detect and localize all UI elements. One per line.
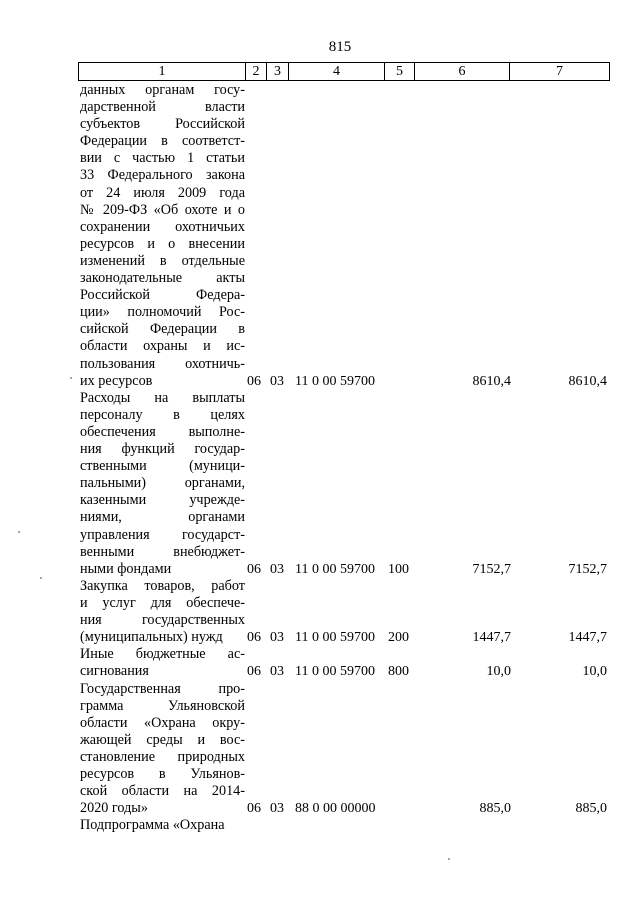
page-number: 815 [328, 39, 352, 55]
description-line: ными фондами [80, 560, 172, 577]
cell-c2: 06 [247, 801, 261, 817]
header-col-5: 5 [385, 62, 415, 81]
cell-c4: 11 0 00 59700 [295, 373, 375, 389]
header-col-6: 6 [415, 62, 510, 81]
row-description [80, 817, 245, 834]
cell-c5: 100 [388, 561, 409, 577]
description-line: 2020 годы» [80, 800, 148, 817]
cell-c3: 03 [270, 630, 284, 646]
cell-c4: 11 0 00 59700 [295, 630, 375, 646]
description-line: Подпрограмма «Охрана [80, 817, 225, 834]
cell-c7: 885,0 [575, 801, 607, 817]
description-line: ции» полномочий Рос- [80, 304, 245, 321]
description-line: обеспечения выполне- [80, 423, 245, 440]
description-line: сийской Федерации в [80, 321, 245, 338]
cell-c5: 800 [388, 664, 409, 680]
cell-c2: 06 [247, 561, 261, 577]
header-col-7: 7 [510, 62, 610, 81]
description-line: Федерации в соответст- [80, 133, 245, 150]
description-line: ния государственных [80, 612, 245, 629]
description-line: Закупка товаров, работ [80, 577, 245, 594]
description-line: Государственная про- [80, 680, 245, 697]
cell-c6: 885,0 [479, 801, 511, 817]
scan-speck [70, 377, 72, 379]
row-description [80, 82, 245, 390]
description-line: казенными учрежде- [80, 492, 245, 509]
description-line: сохранении охотничьих [80, 218, 245, 235]
description-line: дарственной власти [80, 99, 245, 116]
description-line: персоналу в целях [80, 406, 245, 423]
header-col-1: 1 [78, 62, 246, 81]
description-line: ниями, органами [80, 509, 245, 526]
cell-c7: 10,0 [582, 664, 607, 680]
description-line: № 209-ФЗ «Об охоте и о [80, 201, 245, 218]
description-line: пользования охотничь- [80, 355, 245, 372]
cell-c6: 10,0 [486, 664, 511, 680]
row-description [80, 390, 245, 578]
description-line: области охраны и ис- [80, 338, 245, 355]
scan-speck [18, 531, 20, 533]
description-line: области «Охрана окру- [80, 714, 245, 731]
description-line: и услуг для обеспече- [80, 594, 245, 611]
scan-speck [448, 858, 450, 860]
description-line: ресурсов в Ульянов- [80, 765, 245, 782]
cell-c6: 7152,7 [472, 561, 511, 577]
cell-c3: 03 [270, 801, 284, 817]
description-line: Иные бюджетные ас- [80, 646, 245, 663]
cell-c3: 03 [270, 561, 284, 577]
cell-c7: 8610,4 [568, 373, 607, 389]
cell-c2: 06 [247, 664, 261, 680]
header-col-4: 4 [289, 62, 385, 81]
description-line: пальными) органами, [80, 475, 245, 492]
description-line: законодательные акты [80, 270, 245, 287]
cell-c2: 06 [247, 373, 261, 389]
description-line: жающей среды и вос- [80, 731, 245, 748]
cell-c4: 11 0 00 59700 [295, 664, 375, 680]
description-line: сигнования [80, 663, 149, 680]
description-line: Расходы на выплаты [80, 389, 245, 406]
description-line: Российской Федера- [80, 287, 245, 304]
header-col-2: 2 [246, 62, 267, 81]
cell-c4: 88 0 00 00000 [295, 801, 376, 817]
description-line: 33 Федерального закона [80, 167, 245, 184]
description-line: становление природных [80, 748, 245, 765]
cell-c6: 8610,4 [472, 373, 511, 389]
cell-c4: 11 0 00 59700 [295, 561, 375, 577]
description-line: (муниципальных) нужд [80, 629, 223, 646]
description-line: ресурсов и о внесении [80, 235, 245, 252]
row-description [80, 578, 245, 646]
description-line: вии с частью 1 статьи [80, 150, 245, 167]
cell-c2: 06 [247, 630, 261, 646]
cell-c3: 03 [270, 373, 284, 389]
cell-c6: 1447,7 [472, 630, 511, 646]
description-line: грамма Ульяновской [80, 697, 245, 714]
description-line: ской области на 2014- [80, 783, 245, 800]
header-col-3: 3 [267, 62, 289, 81]
cell-c7: 7152,7 [568, 561, 607, 577]
cell-c3: 03 [270, 664, 284, 680]
description-line: управления государст- [80, 526, 245, 543]
description-line: субъектов Российской [80, 116, 245, 133]
description-line: данных органам госу- [80, 82, 245, 98]
cell-c7: 1447,7 [568, 630, 607, 646]
cell-c5: 200 [388, 630, 409, 646]
description-line: изменений в отдельные [80, 252, 245, 269]
scan-speck [40, 577, 42, 579]
description-line: от 24 июля 2009 года [80, 184, 245, 201]
description-line: их ресурсов [80, 372, 153, 389]
row-description [80, 681, 245, 818]
row-description [80, 646, 245, 680]
description-line: венными внебюджет- [80, 543, 245, 560]
description-line: ственными (муници- [80, 458, 245, 475]
description-line: ния функций государ- [80, 441, 245, 458]
